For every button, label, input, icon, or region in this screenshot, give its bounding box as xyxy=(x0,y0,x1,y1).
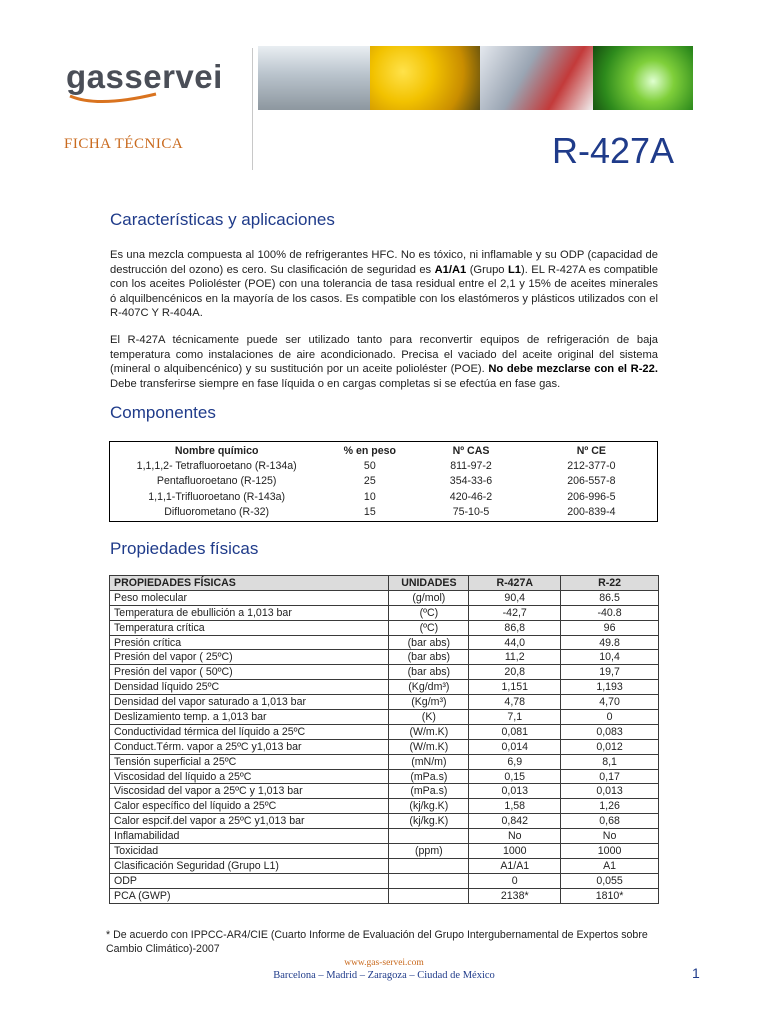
properties-cell: Deslizamiento temp. a 1,013 bar xyxy=(110,710,389,725)
properties-cell: No xyxy=(469,829,561,844)
properties-cell: (Kg/dm³) xyxy=(389,680,469,695)
components-cell: 811-97-2 xyxy=(450,459,492,472)
properties-row xyxy=(110,680,659,695)
components-cell: 212-377-0 xyxy=(567,459,616,472)
properties-header-row xyxy=(110,576,659,591)
properties-cell: (mPa.s) xyxy=(389,784,469,799)
product-title: R-427A xyxy=(552,130,675,171)
properties-cell: 0,014 xyxy=(469,739,561,754)
properties-row xyxy=(110,724,659,739)
section-title-caracteristicas: Características y aplicaciones xyxy=(110,210,335,229)
components-cell: 1,1,1-Trifluoroetano (R-143a) xyxy=(148,490,286,503)
properties-cell: 8,1 xyxy=(561,754,659,769)
properties-cell: 1,58 xyxy=(469,799,561,814)
properties-cell: Conduct.Térm. vapor a 25ºC y1,013 bar xyxy=(110,739,389,754)
properties-cell: 0,842 xyxy=(469,814,561,829)
properties-cell: 0,055 xyxy=(561,873,659,888)
company-logo xyxy=(66,58,226,106)
components-row xyxy=(110,489,657,505)
properties-cell: Presión crítica xyxy=(110,635,389,650)
properties-cell: (mN/m) xyxy=(389,754,469,769)
properties-cell: 1810* xyxy=(561,888,659,903)
components-cell: 50 xyxy=(363,459,376,472)
properties-cell: (bar abs) xyxy=(389,665,469,680)
properties-cell: 0,013 xyxy=(469,784,561,799)
properties-cell: Presión del vapor ( 50ºC) xyxy=(110,665,389,680)
components-cell: 206-996-5 xyxy=(567,490,616,503)
properties-row xyxy=(110,605,659,620)
properties-cell: 0 xyxy=(469,873,561,888)
properties-cell xyxy=(389,829,469,844)
properties-cell: (W/m.K) xyxy=(389,739,469,754)
properties-cell: Inflamabilidad xyxy=(110,829,389,844)
properties-row xyxy=(110,695,659,710)
properties-cell: 0,012 xyxy=(561,739,659,754)
properties-cell: 44,0 xyxy=(469,635,561,650)
properties-cell: Densidad del vapor saturado a 1,013 bar xyxy=(110,695,389,710)
properties-row xyxy=(110,635,659,650)
document-type: FICHA TÉCNICA xyxy=(64,136,184,152)
col-header: Nº CE xyxy=(576,445,606,457)
properties-cell: Viscosidad del vapor a 25ºC y 1,013 bar xyxy=(110,784,389,799)
properties-cell: ODP xyxy=(110,873,389,888)
col-header: PROPIEDADES FÍSICAS xyxy=(110,576,389,591)
properties-cell: Temperatura de ebullición a 1,013 bar xyxy=(110,605,389,620)
properties-cell: 4,70 xyxy=(561,695,659,710)
banner-lab-image xyxy=(480,46,593,110)
properties-row xyxy=(110,799,659,814)
properties-cell: PCA (GWP) xyxy=(110,888,389,903)
properties-row xyxy=(110,873,659,888)
components-row xyxy=(110,474,657,490)
logo-text: gasservei xyxy=(66,58,223,95)
components-header-row xyxy=(110,444,657,458)
properties-cell: (kj/kg.K) xyxy=(389,814,469,829)
properties-cell: No xyxy=(561,829,659,844)
properties-row xyxy=(110,650,659,665)
page-number: 1 xyxy=(692,965,700,981)
properties-row xyxy=(110,754,659,769)
properties-cell: 2138* xyxy=(469,888,561,903)
col-header: % en peso xyxy=(343,445,397,457)
properties-cell: Calor específico del líquido a 25ºC xyxy=(110,799,389,814)
section-title-componentes: Componentes xyxy=(110,403,216,422)
col-header: R-22 xyxy=(561,576,659,591)
col-header: Nombre químico xyxy=(174,445,259,457)
properties-cell xyxy=(389,873,469,888)
properties-row xyxy=(110,858,659,873)
paragraph-caracteristicas-1: Es una mezcla compuesta al 100% de refrigerantes HFC. No es tóxico, ni inflamable y su ODP (capacidad de destrucción del ozono) es cero. Su clasificación de seguridad es A1/A1 (Grupo L1). EL R-427A es compatible con los aceites Polioléster (POE) con una tolerancia de tasa residual entre el 2,1 y 15% de aceites minerales ó alquilbencénicos en la mayoría de los casos. Es compatible con los elastómeros y plásticos utilizados con el R-407C Y R-404A. xyxy=(110,249,658,320)
col-header: R-427A xyxy=(469,576,561,591)
components-cell: 15 xyxy=(363,506,376,519)
properties-cell: (ºC) xyxy=(389,605,469,620)
properties-cell xyxy=(389,858,469,873)
properties-cell: 1,26 xyxy=(561,799,659,814)
properties-cell: 1000 xyxy=(561,844,659,859)
properties-cell: Clasificación Seguridad (Grupo L1) xyxy=(110,858,389,873)
footer-cities: Barcelona – Madrid – Zaragoza – Ciudad de México xyxy=(273,970,495,981)
section-title-propiedades: Propiedades físicas xyxy=(110,539,259,558)
header-divider xyxy=(252,48,253,170)
properties-row xyxy=(110,784,659,799)
components-cell: Difluorometano (R-32) xyxy=(164,506,270,519)
col-header: UNIDADES xyxy=(389,576,469,591)
components-cell: 75-10-5 xyxy=(452,506,490,519)
components-cell: 1,1,1,2- Tetrafluoroetano (R-134a) xyxy=(136,459,297,472)
properties-cell: (mPa.s) xyxy=(389,769,469,784)
properties-cell: (bar abs) xyxy=(389,650,469,665)
properties-cell: -42,7 xyxy=(469,605,561,620)
header-photo-banner xyxy=(258,46,693,110)
properties-cell: Tensión superficial a 25ºC xyxy=(110,754,389,769)
properties-cell: Presión del vapor ( 25ºC) xyxy=(110,650,389,665)
properties-table xyxy=(109,575,659,904)
properties-cell: Temperatura crítica xyxy=(110,620,389,635)
properties-cell: (bar abs) xyxy=(389,635,469,650)
properties-row xyxy=(110,665,659,680)
properties-cell: (W/m.K) xyxy=(389,724,469,739)
properties-cell: (ppm) xyxy=(389,844,469,859)
properties-row xyxy=(110,829,659,844)
properties-cell: 1,151 xyxy=(469,680,561,695)
footnote: * De acuerdo con IPPCC-AR4/CIE (Cuarto Informe de Evaluación del Grupo Intergubernamental de Expertos sobre Cambio Climático)-2007 xyxy=(106,929,648,955)
components-cell: 354-33-6 xyxy=(449,475,493,488)
properties-cell: 86,8 xyxy=(469,620,561,635)
logo-swoosh-icon xyxy=(68,92,158,106)
properties-row xyxy=(110,769,659,784)
components-cell: Pentafluoroetano (R-125) xyxy=(156,475,277,488)
properties-row xyxy=(110,710,659,725)
properties-row xyxy=(110,814,659,829)
properties-cell: 96 xyxy=(561,620,659,635)
properties-cell: (ºC) xyxy=(389,620,469,635)
properties-cell: 6,9 xyxy=(469,754,561,769)
properties-cell: Viscosidad del líquido a 25ºC xyxy=(110,769,389,784)
properties-cell: 0,15 xyxy=(469,769,561,784)
properties-cell: 0,68 xyxy=(561,814,659,829)
properties-cell: 10,4 xyxy=(561,650,659,665)
properties-cell: 0,081 xyxy=(469,724,561,739)
properties-cell: 1,193 xyxy=(561,680,659,695)
properties-cell: A1 xyxy=(561,858,659,873)
components-row xyxy=(110,458,657,474)
components-table xyxy=(109,441,658,522)
properties-cell: 0 xyxy=(561,710,659,725)
banner-cylinders-image xyxy=(370,46,480,110)
properties-row xyxy=(110,888,659,903)
banner-tanks-image xyxy=(258,46,370,110)
properties-cell: A1/A1 xyxy=(469,858,561,873)
properties-cell: Peso molecular xyxy=(110,590,389,605)
properties-cell: 20,8 xyxy=(469,665,561,680)
properties-cell: 0,013 xyxy=(561,784,659,799)
properties-row xyxy=(110,620,659,635)
components-cell: 200-839-4 xyxy=(567,506,616,519)
properties-cell xyxy=(389,888,469,903)
properties-cell: 1000 xyxy=(469,844,561,859)
properties-cell: Densidad líquido 25ºC xyxy=(110,680,389,695)
properties-row xyxy=(110,590,659,605)
properties-cell: Conductividad térmica del líquido a 25ºC xyxy=(110,724,389,739)
properties-cell: 11,2 xyxy=(469,650,561,665)
footer-website: www.gas-servei.com xyxy=(344,958,424,968)
properties-row xyxy=(110,844,659,859)
properties-cell: 19,7 xyxy=(561,665,659,680)
properties-cell: -40.8 xyxy=(561,605,659,620)
components-cell: 10 xyxy=(363,490,376,503)
components-cell: 420-46-2 xyxy=(449,490,493,503)
properties-cell: 0,17 xyxy=(561,769,659,784)
properties-cell: (kj/kg.K) xyxy=(389,799,469,814)
components-row xyxy=(110,505,657,521)
properties-cell: 49.8 xyxy=(561,635,659,650)
properties-cell: (Kg/m³) xyxy=(389,695,469,710)
col-header: Nº CAS xyxy=(452,445,490,457)
components-cell: 206-557-8 xyxy=(567,475,616,488)
properties-cell: Calor espcif.del vapor a 25ºC y1,013 bar xyxy=(110,814,389,829)
components-cell: 25 xyxy=(363,475,376,488)
properties-cell: 7,1 xyxy=(469,710,561,725)
properties-cell: 86.5 xyxy=(561,590,659,605)
paragraph-caracteristicas-2: El R-427A técnicamente puede ser utilizado tanto para reconvertir equipos de refrigeración de baja temperatura como instalaciones de aire acondicionado. Precisa el vaciado del aceite original del sistema (mineral o alquibencénico) y su sustitución por un aceite polioléster (POE). No debe mezclarse con el R-22. Debe transferirse siempre en fase líquida o en cargas completas si se efectúa en fase gas. xyxy=(110,334,658,390)
properties-cell: 4,78 xyxy=(469,695,561,710)
properties-cell: (K) xyxy=(389,710,469,725)
properties-cell: 0,083 xyxy=(561,724,659,739)
properties-cell: Toxicidad xyxy=(110,844,389,859)
properties-cell: 90,4 xyxy=(469,590,561,605)
properties-row xyxy=(110,739,659,754)
properties-cell: (g/mol) xyxy=(389,590,469,605)
banner-leaf-image xyxy=(593,46,693,110)
